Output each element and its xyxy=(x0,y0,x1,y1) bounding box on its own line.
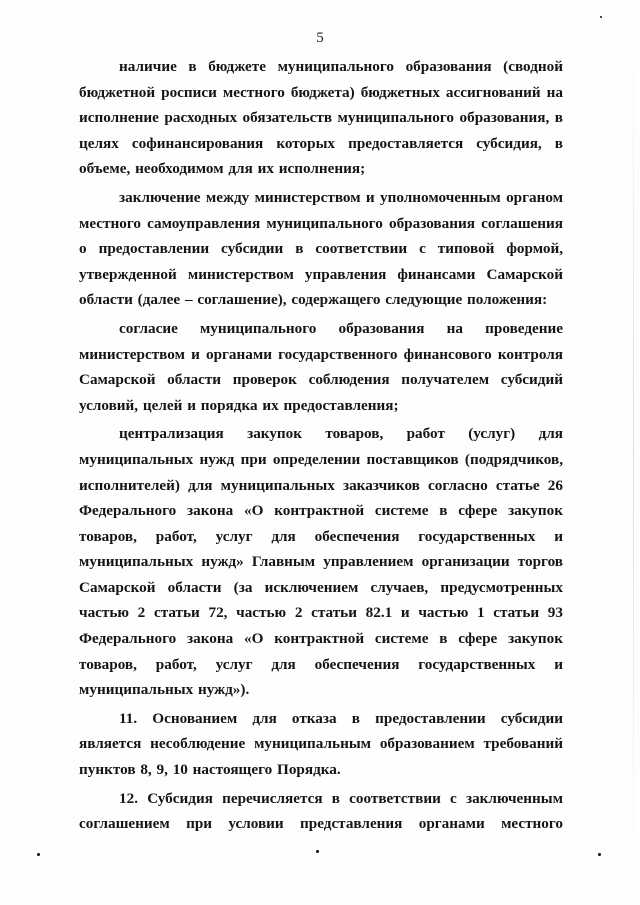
page-number: 5 xyxy=(316,30,324,46)
scan-speck xyxy=(316,850,319,853)
scan-speck xyxy=(598,853,601,856)
scan-speck xyxy=(600,16,602,18)
paragraph-inspection-consent: согласие муниципального образования на проведение министерством и органами государственного финансового контроля Самарской области проверок соблюдения получателем субсидий условий, целей и порядка их предоставления; xyxy=(79,319,563,414)
paragraph-item-12: 12. Субсидия перечисляется в соответствии с заключенным соглашением при условии представления органами местного xyxy=(79,789,563,833)
paragraph-agreement-conclusion: заключение между министерством и уполномоченным органом местного самоуправления муниципального образования соглашения о предоставлении субсидии в соответствии с типовой формой, утвержденной министерством управления финансами Самарской области (далее – соглашение), содержащего следующие положения: xyxy=(79,188,563,309)
paragraph-item-11: 11. Основанием для отказа в предоставлении субсидии является несоблюдение муниципальным образованием требований пунктов 8, 9, 10 настоящего Порядка. xyxy=(79,709,563,779)
paragraph-budget-availability: наличие в бюджете муниципального образования (сводной бюджетной росписи местного бюджета) бюджетных ассигнований на исполнение расходных обязательств муниципального образования, в целях софинансирования которых предоставляется субсидия, в объеме, необходимом для их исполнения; xyxy=(79,58,563,178)
paragraph-procurement-centralization: централизация закупок товаров, работ (услуг) для муниципальных нужд при определении поставщиков (подрядчиков, исполнителей) для муниципальных заказчиков согласно статье 26 Федерального закона «О контрактной системе в сфере закупок товаров, работ, услуг для обеспечения государственных и муниципальных нужд» Главным управлением организации торгов Самарской области (за исключением случаев, предусмотренных частью 2 статьи 72, частью 2 статьи 82.1 и частью 1 статьи 93 Федерального закона «О контрактной системе в сфере закупок товаров, работ, услуг для обеспечения государственных и муниципальных нужд»). xyxy=(79,425,563,699)
document-body xyxy=(79,54,563,837)
scan-speck xyxy=(37,853,40,856)
scan-edge xyxy=(633,0,634,905)
